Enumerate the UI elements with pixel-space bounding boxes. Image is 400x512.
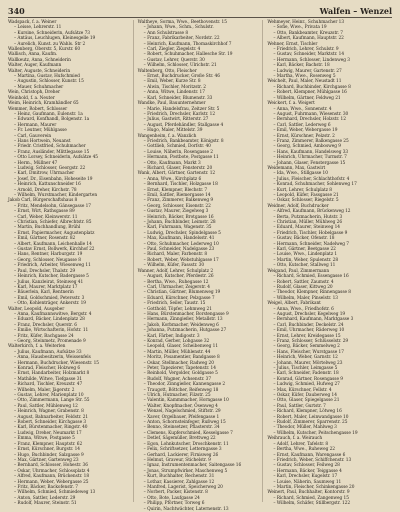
directory-entry: – Robert, Maler, Leinwandgasse 10 (273, 414, 349, 420)
directory-entry: – Ernst, Lehrer, Kreidegasse 15 (273, 333, 341, 339)
directory-entry: – Anna, Wwe., Sonnenstr. 4 (273, 106, 332, 112)
directory-entry: – Heinrich, Kattunschneider 16 (14, 182, 81, 188)
directory-entry: – Friedrich, Bankbeamter, Königstr. 8 (143, 138, 224, 144)
directory-entry: Wemmer, Robert, Schlosser (8, 106, 68, 112)
directory-entry: – Gustav, Lehrer, Marienplatz 10 (14, 393, 84, 399)
directory-entry: – Albert, Kaufmann, Hauptstr. 22 (273, 36, 344, 42)
directory-column-3 (267, 20, 392, 507)
directory-entry: – Detlef, Sägemüller, Brettweg 22 (143, 436, 216, 442)
directory-entry: – Arnold, Dreher, Kirchstr. 78 (14, 187, 77, 193)
directory-entry: Waltheye, Sorma, Wwe., Beethovenstr. 15 (137, 20, 227, 25)
directory-entry: – Jakob, Korbmacher, Weidenweg 6 (143, 322, 219, 328)
directory-entry: Weigel, Albert, Fabrikant (267, 301, 321, 307)
directory-entry: – Johann, Maurer, Mörtelweg 23 (273, 360, 343, 366)
directory-entry: – Norbert, Packer, Kistenstr. 8 (143, 490, 208, 496)
directory-entry: – Emma, Witwe, Postgasse 5 (14, 436, 75, 442)
directory-entry: – Ernst, Buchdrucker, Große Str. 46 (143, 74, 220, 80)
directory-entry: – August, Fuhrmann, Wiesenstr. 30 (273, 111, 349, 117)
directory-columns (8, 20, 392, 512)
directory-entry: – Konrad, Schuhmacher, Sohlenweg 17 (273, 182, 357, 188)
directory-entry: Walterkirch, f. a. Weiterlen (8, 344, 66, 350)
directory-entry: – Hermann, Postbote, Postgasse 11 (143, 155, 219, 161)
directory-entry: – Karl, Gärtner, Beetgasse 22 (273, 247, 336, 253)
directory-entry: – Bernhard, Tischler, Holzgasse 18 (143, 182, 218, 188)
directory-entry: – Hermann, Weber, Webergasse 25 (14, 479, 89, 485)
directory-entry: – Louise, Näherin, Saumweg 11 (273, 479, 342, 485)
directory-entry: Walter, Auguste, Schneiderin (8, 68, 71, 74)
directory-entry: – Carl, Uhrmacher, Zeigerstr. 4 (143, 284, 210, 290)
directory-entry: Wallisch, Anna, Kaufm. (8, 52, 58, 58)
directory-entry: – Anna, Witwe, Lindenstr. 17 (143, 90, 205, 96)
directory-entry: – Franz, Fabrikarbeiter, Nordstr. 22 (143, 36, 220, 42)
directory-entry: – Karl, Drechsler, Kugelstr. 17 (273, 474, 338, 480)
directory-entry: – Ulrich, Hutmacher, Filzstr. 25 (143, 393, 211, 399)
directory-entry: – Louise, Wwe., Lindenplatz 1 (273, 252, 338, 258)
directory-entry: – Karl, Fuhrmann, Wagenstr. 35 (143, 225, 212, 231)
directory-entry: – Benno, Steinsetzer, Pflasterstr. 34 (143, 425, 220, 431)
directory-entry: – Fritz, Küfer, Bachgasse 24 (14, 333, 74, 339)
directory-entry: – Otto, Kohlenträger, Ankerstr. 19 (14, 301, 86, 307)
directory-entry: – Martha, Wwe., Rosenweg 5 (273, 74, 336, 80)
directory-entry: – Friedrich, Drechsler, Karlstr. 12 (143, 111, 216, 117)
directory-entry: – Otto Lorsey, Schneiderin, Aufsätze 45 (14, 155, 98, 161)
directory-entry: – Carl, Weber, Kleinwerstr. 11 (14, 214, 78, 220)
directory-entry: – Hugo, Maler, Mittelstr. 39 (143, 128, 203, 134)
directory-entry: – Theodor, Müller, Mahlweg 3 (273, 425, 337, 431)
directory-entry: – Anna, Hausbesitzerin, Weissenfels (14, 355, 91, 361)
directory-entry: Walter, Leopold, Ausgeber (8, 306, 65, 312)
directory-entry: – Carl, Buchbinder, Deckelstr. 24 (273, 322, 344, 328)
directory-entry: – Wilhelm, Küfer, Fassstr. 30 (143, 263, 205, 269)
directory-entry: – Martina, Gustav, Hufschmied (14, 74, 80, 80)
directory-entry: Weickert, f. a. Weigert (267, 101, 315, 107)
directory-entry: – Ludwig, Maurer, Gartenstr. 27 (273, 68, 342, 74)
directory-entry: – Konrad, Fleischer, Holzweg 6 (14, 366, 81, 371)
directory-entry: – Carl, Sattler, Lederweg 6 (273, 122, 331, 128)
directory-entry: – Martin, Fleischer, Schinkengasse 20 (273, 484, 355, 490)
directory-entry: – Emil, Gärtner, Rosenstr. 82 (14, 236, 76, 242)
directory-entry: – Otto, Kutscher, Stallweg 11 (273, 263, 336, 269)
directory-entry: – Otto, Bote, Laufgasse 24 (143, 495, 200, 501)
directory-entry: – Emil, Weber, Webergasse 19 (273, 128, 338, 134)
directory-entry: – Franz, Zimmerer, Balkenweg 9 (143, 198, 214, 204)
directory-entry: – August, Bahnarbeiter, Feldstr. 21 (14, 414, 89, 420)
directory-entry: – Karl, Schneider, Fadenstr. 18 (273, 371, 339, 377)
directory-entry: – Richard, Glaser, Fensterstr. 20 (143, 165, 213, 171)
directory-entry: – Hans, Fleischer, Wurstgasse 17 (273, 349, 344, 355)
directory-entry: – Kurt, Buchhalter, Rechenstr. 31 (143, 474, 215, 480)
directory-entry: – Hermann, Buchdrucker, Wiesenstr. 15 (14, 360, 99, 366)
directory-entry: Wanner, Adolf, Lehrer, Schulplatz 2 (137, 268, 214, 274)
directory-entry: – Heinrich, Kaufmann, Thomaskirchhof 7 (143, 41, 232, 47)
directory-entry: – Karl, Färber, Indigostr. 3 (143, 333, 200, 339)
directory-entry: – Oskar, Küfer, Dauberweg 14 (273, 393, 337, 399)
directory-entry: – Helmut, Graveur, Stichelstr. 9 (143, 457, 211, 463)
directory-entry: – Alfred, Kaufmann, Brückenstr. 18 (14, 474, 90, 480)
directory-entry: – Reinhold, Vergolder, Goldgasse 5 (143, 371, 218, 377)
directory-entry: – Ludwig, Dreher, Neumarkt 17 (14, 430, 82, 436)
directory-entry: Weinert, Paul, Buchhalter, Kontorstr. 9 (267, 490, 350, 496)
directory-entry: – Georg, Schlosser, Neugasse 8 (14, 257, 81, 263)
directory-entry: – Rudolf, Glaser, Kittweg 20 (273, 284, 333, 290)
directory-entry: – Max, Kaufmann, Handelsstr. 41 (143, 236, 215, 242)
directory-entry: Weinhold, f. a. Neuter (8, 95, 55, 101)
directory-entry: – Herm., Müllner 47 (14, 160, 58, 166)
directory-entry: – Johann, Glaser, Fenstergasse 15 (273, 160, 346, 166)
directory-entry: – Wilhelm, Maler, Jägerstr. 2 (14, 387, 75, 393)
directory-entry: – Emil, Sattler, Riemergasse 14 (143, 193, 211, 198)
directory-entry: – Wilhelm, Schäfer, Stillbergstr. 122 (273, 501, 351, 507)
directory-entry: Wallkeutz, Anna, Schneiderin (8, 57, 71, 63)
directory-entry: – Emilie, Wirtschafterin, Hofstr. 11 (14, 328, 89, 334)
directory-entry: Weidner, Adolf, Buchdrucker (267, 203, 329, 209)
directory-entry: – Christian, Gärtner, Blumenweg 19 (143, 290, 221, 296)
directory-entry: – Gottlieb, Schmied, Dorfstr. 40 (143, 144, 211, 150)
directory-entry: – Hermann, Maurer (14, 122, 57, 128)
directory-entry: – August, Drechsler, Kegelweg 19 (273, 311, 346, 317)
directory-entry: – Georg, Steinmetz, Promenade 9 (14, 338, 86, 344)
directory-entry: – Egon, Lohnkutscher, Droschkenstr. 11 (143, 441, 229, 447)
directory-entry: – Bertha, Wwe., Ruheweg 22 (273, 447, 335, 453)
directory-entry: – Richard, Schmied, Zangenweg 15 (273, 495, 349, 501)
directory-entry: – Robert, Weber, Webstuhlgasse 17 (143, 257, 219, 263)
directory-entry: – Walter, Knopfmacher, Ösenweg 4 (143, 403, 218, 409)
directory-entry: – Christian, Müller, Mühlweg 26 (273, 220, 343, 226)
directory-entry: – Clemens, Kupferschmied, Kesselgasse 7 (143, 430, 233, 436)
directory-entry: Weichelt, Paul, Maler, Neustadt 11 (267, 79, 342, 85)
directory-entry: – August, Pferdehändler, Stallgasse 4 (143, 122, 224, 128)
directory-entry: – Christian, Schiefer, Albrechtstr. 85 (14, 220, 92, 226)
directory-entry: – Max, Kürschner, Fellstr. 4 (273, 387, 332, 393)
directory-entry: – Heinrich, Uhrmacher, Turmstr. 7 (273, 155, 347, 161)
directory-entry: – Otto, Bankbeamter, Kreuzstr. 7 (273, 30, 343, 36)
directory-entry: – Anna, Kaufmannswitwe, Bergstr. 4 (14, 311, 92, 317)
directory-entry: – Richard, Buchbinder, Kirchgasse 8 (273, 84, 351, 90)
directory-entry: – Rudolf, Zimmerer, Sparrenstr. 25 (273, 420, 348, 426)
directory-entry: – Martin, Weber, Spulenstr. 28 (273, 257, 339, 263)
directory-entry: – Albert, Kaufmann, Leichenhalle 14 (14, 241, 92, 247)
directory-entry: – Ernst, Klempner, Blechstr. 7 (143, 187, 208, 193)
directory-entry: – Wenzel, Nagelschmied, Stiftstr. 29 (143, 409, 221, 415)
directory-entry: – Julius, Gastwirt, Ritterstr. 27 (143, 117, 209, 123)
directory-entry: – Anna, Wwe., Friedhofstr. 6 (273, 306, 334, 312)
directory-entry: – Max, Gärtner, Gartenweg 23 (14, 457, 79, 463)
directory-entry: – Rudolf, Maurer, Steinstr. 51 (14, 501, 77, 507)
directory-column-1 (8, 20, 134, 507)
directory-entry: Wehmeyer, Heinr., Schuhmacher 13 (267, 20, 345, 25)
directory-entry: – Gotthold, Töpfer, Lehmweg 21 (143, 306, 212, 312)
directory-entry: – Wilhelm, Gärtner, Feldweg 21 (273, 95, 341, 101)
directory-entry: – Edward, Konfhandl, Bolgenstr. 1a (14, 117, 90, 123)
directory-entry: – Julius, Kanzleirat, Steinweg 41 (14, 279, 84, 285)
directory-entry: – Richard, Schmied, Essengasse 16 (273, 274, 349, 280)
directory-entry: – Friedrich, Lehrer, Schulstr. 9 (273, 47, 339, 53)
directory-entry: – Lothar, Kassierer, Zahlgasse 12 (143, 479, 215, 485)
directory-entry: Waltenberg, Otto, Fleischer (137, 68, 197, 74)
directory-entry: – Martin, Buchhandlung, Brühl (14, 225, 81, 231)
directory-entry: Wallenberg, Oberstr. 5, Kurstr. 60 (8, 47, 81, 53)
directory-entry: – Wilhelm, Wurstmacher, Kindergarten (14, 193, 98, 198)
directory-entry: – Bernhard, Kaufmann, Marktgasse 3 (273, 317, 354, 323)
directory-entry: – Heinrich, Kutscher, Badergasse 5 (14, 274, 89, 280)
directory-entry: – Manfred, Lagerist, Speicherweg 20 (143, 484, 223, 490)
directory-entry: – Georg, Schmied, Ambosweg 9 (273, 144, 341, 150)
directory-entry: – Johann, Wwe., Schm., Schulstr. (143, 25, 214, 31)
directory-entry: Weihrauch, f. a. Weirauch (267, 436, 323, 442)
directory-entry: – Ann Schulstrasse 8 (143, 30, 189, 36)
directory-entry: – Konrad, Gerber, Lohgasse 32 (143, 338, 210, 344)
directory-entry: – Xaver, Orgelbauer, Pfeifengasse 1 (143, 414, 220, 420)
directory-entry: Weim, Heinrich, Kramhändler 65 (8, 101, 79, 107)
directory-entry: – Georg, Schlosser, Eisenstr. 22 (143, 203, 211, 209)
directory-entry: – Karl, Bäcker, Bachstr. 18 (273, 63, 330, 69)
directory-entry: – Hermann, Schneider, Nadelweg 7 (273, 241, 349, 247)
directory-entry: – Anton, Sattler, Lederstr. 29 (14, 495, 76, 501)
directory-entry: – Berta, Putzmacherin, Hutstr. 3 (273, 214, 343, 220)
directory-entry: Wehner, Ernst, Tischler (267, 41, 318, 47)
directory-entry: – Felix, Schriftsetzer, Letterngasse 3 (143, 447, 222, 453)
directory-entry: – Fritz, Mendelsohn, Gänsegasse 17 (14, 203, 91, 209)
directory-entry: Wangenheim, f. a. Wanzlich (137, 133, 197, 139)
page-header (8, 4, 392, 16)
directory-entry: – Heinrich, Wagner, Grabenstr. 8 (14, 409, 84, 415)
directory-entry: – Gerhard, Lackierer, Firnisweg 26 (143, 452, 219, 458)
directory-entry: – Franz, Schlosser, Schlüsselstr. 29 (273, 338, 349, 344)
directory-entry: – Franz, Zimmerer, Balkengasse 25 (273, 138, 349, 144)
directory-entry: – Otto, Schuhmacher, Lederweg 10 (143, 241, 219, 247)
directory-entry: – Alwin, Tischler, Moritzstr. 2 (143, 84, 206, 90)
directory-entry: – Otto, Zimmermann, Lange Str. 55 (14, 398, 90, 404)
directory-entry: Wadspack, f. a. Weiner (8, 20, 57, 25)
directory-entry: – Franz, Ausländer, Mlittlegasse 15 (14, 149, 90, 155)
directory-entry: – Gustav, Bäcker, Ofenstr. 18 (273, 236, 335, 242)
directory-entry: – Theodor, Klempner, Rinnengasse 8 (273, 290, 351, 296)
directory-entry: – August, Kutscher, Pferdestr. 26 (143, 274, 214, 280)
directory-entry: – Hans, Kaufmann, Handelsweg 33 (273, 149, 349, 155)
directory-entry: – Julius, Fleischer, Schlachthofstr. 4 (273, 176, 350, 182)
directory-entry: – Ernst, Handarbeiter, Holzmarkt 8 (14, 371, 90, 377)
directory-entry: – Emil, Goldschmied, Petersstr. 3 (14, 295, 85, 301)
directory-entry: Jakob Carl, Bürgerschaftshaus 8 (8, 198, 78, 204)
directory-entry: – Mathilde, Witwe, Tiefgasse 31 (14, 376, 83, 382)
directory-entry: – Eduard, Maurer, Steinweg 14 (273, 225, 340, 231)
directory-entry: – Hugo, Buchbinder, Salzgasse 9 (14, 452, 84, 458)
directory-entry: – Augustin, Schlosser, Kunstr. 15 (14, 79, 84, 85)
directory-entry: – Konrad, Gärtner, Rosengasse 9 (273, 376, 343, 382)
directory-entry: – Wilhelm, Kutscher, Peitschengasse 19 (273, 430, 358, 436)
directory-entry: – Hans, Bürstenmacher, Borstengasse 9 (143, 311, 229, 317)
directory-entry: – Johann, Buchbinder, Leimstr. 28 (143, 220, 216, 226)
directory-entry: – Hermann, Zinngießer, Metallstr. 13 (143, 317, 223, 323)
directory-entry: – Friedrich, Arbeiter, Wiesenweg 11 (14, 263, 91, 269)
directory-entry: – Paul, Sattler, Mühlenweg 12 (14, 403, 78, 409)
directory-entry: – Julius, Tischler, Leimgasse 5 (273, 366, 338, 371)
directory-entry: – Robert, Sattler, Zaumstr. 4 (273, 279, 334, 285)
directory-entry: – Friedrich, Seiler, Taustr. 15 (143, 301, 206, 307)
directory-entry: – Oskar, Stellmacher, Radweg 20 (143, 360, 214, 366)
directory-entry: – Ludwig, Schlosser, Georgstr. 22 (14, 165, 86, 171)
directory-entry: – Josef, Dr., Eisenbahn, Hoheseite 19 (14, 176, 93, 182)
directory-entry: – Traugott, Böttcher, Reifenweg 18 (143, 387, 219, 393)
page-number: 340 (8, 6, 25, 16)
directory-entry: – Heinrich, Bäcker, Brotgasse 16 (143, 214, 214, 220)
directory-entry: – Leopold, Glaser, Scheibenweg 11 (143, 344, 219, 350)
directory-entry: – Hans Hortwein, Neuanst (14, 138, 71, 144)
directory-entry: – Quirin, Nachtwächter, Laternenstr. 13 (143, 506, 229, 512)
directory-entry: – Franz, Klempner, Hauptstr. 62 (14, 441, 83, 447)
directory-entry: – Bäuerlein, Karl, Rentnerin (14, 290, 74, 296)
directory-entry: – Otto, Kaufmann, Markt 3 (143, 160, 201, 166)
directory-entry: – Moritz, Posamentier, Bandgasse 8 (143, 355, 220, 361)
directory-entry: – Richard, Tischler, Kreuzstr. 47 (14, 382, 83, 388)
directory-entry: – Oskar, Schlosser, Riegelstr. 5 (273, 198, 339, 204)
directory-entry: – Johanna, Putzmacherin, Hutgasse 27 (143, 328, 227, 334)
directory-entry: – Paul, Schneider, Nadelgasse 23 (143, 247, 215, 253)
directory-entry: Weigand, Paul, Zimmermann (267, 268, 330, 274)
directory-entry: – Heinz, Gaufmann, Eulenstr. 1a (14, 111, 83, 117)
directory-entry: – Aurelich, Kunst. zu Wahls. Str 2 (14, 41, 86, 47)
directory-entry: – Anton, Schornsteinfeger, Rußweg 15 (143, 420, 226, 426)
directory-entry: – Emil, Weber, Kurze Str. 8 (143, 79, 201, 85)
directory-entry: – Philipp, Pförtner, Torweg 6 (143, 501, 205, 507)
directory-entry: – Bertha, Wwe., Ruhegasse 12 (143, 279, 209, 285)
directory-entry: – Georg, Bäcker, Semmelweg 2 (273, 344, 340, 350)
directory-entry: – Gustav Ernst, Bollwerk, Kirchhof 22 (14, 247, 95, 253)
directory-entry: – Kursine, Schneiderin, Aufsätze 73 (14, 30, 90, 36)
directory-entry: – Wilhelm, Schmied, Schmiedeweg 13 (14, 490, 96, 496)
directory-entry: – Eduard, Bäcker, Lindenplatz 28 (14, 317, 85, 323)
directory-entry: – Friedrich, Tischler, Hobelgasse 9 (273, 230, 348, 236)
directory-entry: – Fritz, Bäcker, Backofenstr. 7 (14, 484, 78, 490)
directory-entry: Wandke, Paul, Bauunternehmer (137, 101, 206, 107)
directory-entry: Walter, Auger, Kaufmann (8, 63, 62, 69)
directory-entry: – Ida, Wwe., Stillgasse 10 (273, 171, 328, 177)
directory-entry: – Otto, Glaser, Spiegelgasse 21 (273, 398, 340, 404)
directory-entry: – Peter, Tapezierer, Tapetenstr. 14 (143, 366, 216, 371)
directory-entry: – Karl, Schneider, Blumenstr. 33 (143, 95, 213, 101)
directory-entry: – Bernhard, Schlosser, Hohestr. 36 (14, 463, 88, 469)
header-rule (8, 17, 392, 18)
directory-entry: – Wilhelm, Maler, Pinselstr. 13 (273, 295, 338, 301)
directory-entry: – Carl, Ziegler, Ziegelstr. 4 (143, 47, 201, 53)
directory-entry: – Jonas, Strumpfwirker, Maschenweg 5 (143, 468, 228, 474)
directory-entry: – Leopold, Küfer, Fassgasse 21 (273, 193, 339, 198)
directory-entry: – Ludwig, Schmied, Hufweg 27 (273, 382, 340, 388)
directory-entry: – Friedr. Cristfried, Schuhmacher (14, 144, 86, 150)
directory-entry: – Antäus, Leuchlugen, Kleinesgelle 19 (14, 36, 96, 42)
directory-entry: – Emil, Uhrmacher, Räderweg 10 (273, 328, 345, 334)
directory-entry: – Anna, Wwe., Kirchplatz 6 (143, 176, 202, 182)
directory-entry: – Ignaz, Instrumentenmacher, Saitengasse 16 (143, 463, 242, 469)
directory-entry: – Kurt, Lehrer, Schulplatz 8 (273, 187, 332, 193)
directory-entry: – Alfred, Kaufmann, Brückenweg 12 (273, 209, 351, 215)
directory-entry: – Ludwig, Drechsler, Spindelgasse 5 (143, 230, 221, 236)
directory-entry: – Karl, Bürstenmacher, Ringstr. 40 (14, 425, 88, 431)
directory-entry: – Valentin, Kammmacher, Horngasse 10 (143, 398, 229, 404)
directory-entry: Weidemann, Max, Gastwirt (267, 165, 326, 171)
directory-entry: – Robert, Schneider, Kirchgasse 3 (14, 420, 87, 426)
directory-entry: – Ernst, Wirt, Rathsgasse 89 (14, 209, 75, 215)
directory-entry: – Hermann, Bäcker, Teiggasse 4 (273, 468, 342, 474)
directory-entry: Wein, Christoph, Dreher (8, 90, 60, 96)
directory-entry: – Fr. Leutner, Mühlgasse (14, 128, 67, 134)
directory-entry: – Gustav, Schneider, Marktstr. 14 (273, 52, 345, 58)
directory-entry: Wank, Albert, Gärtner, Gartenstr. 12 (137, 171, 216, 177)
directory-entry: – Wilhelm, Schlosser, Ulrichstr. 21 (143, 63, 217, 69)
directory-entry: – Gustav, Schlosser, Feilweg 28 (273, 463, 340, 469)
running-title: Walfen – Wenzel (319, 6, 392, 16)
directory-entry: – Heinrich, Weber, Garnstr. 12 (273, 355, 338, 361)
directory-entry: – Rudolf, Wagner, Achsenstr. 37 (143, 376, 212, 382)
directory-entry: – Hermann, Schlosser, Lindenweg 3 (273, 57, 350, 63)
directory-entry: – Richard, Klempner, Lötweg 16 (273, 409, 342, 415)
directory-entry: – Paul, Sattler, Gurtstr. 7 (273, 403, 326, 409)
directory-entry: – Ernst, Papiermacher, Augustenplatz (14, 230, 95, 236)
directory-entry: – Mauer, Schuhmacher (14, 84, 64, 90)
directory-entry: – Adolf, Lehrer, Tafelstr. 8 (273, 441, 329, 447)
directory-entry: – Gustav, Maurer, Ziegelweg 3 (143, 209, 209, 215)
directory-entry: – Sofie, Wwe., Privata 19 (273, 25, 327, 31)
directory-entry: – Robert, Schuhmacher, Hallesche Str. 19 (143, 52, 233, 58)
directory-entry: – Louise, Näherin, Rosengasse 2 (143, 149, 213, 155)
directory-entry: – Theodor, Zinngießer, Kannengasse 2 (143, 382, 226, 388)
directory-column-2 (137, 20, 264, 512)
directory-entry: – Ernst, Kürschner, Pelzstr. 2 (273, 133, 335, 139)
directory-entry: – Franz, Drechsler, Querstr. 6 (14, 322, 77, 328)
directory-entry: – Leisse, Lehrerstr. 11 (14, 25, 62, 31)
directory-entry: – Robert, Klempner, Mühlgasse 16 (273, 90, 347, 96)
directory-entry: – Ernst, Kaufmann, Warengasse 6 (273, 452, 346, 458)
directory-entry: – Friedrich, Weber, Schiffchenstr. 13 (273, 457, 352, 463)
directory-entry: – Hans, Rentner, Harburgstr. 19 (14, 252, 83, 258)
directory-entry: – Karl, Maurer, Marktplatz 17 (14, 284, 78, 290)
directory-entry: – Marie, Handelsfrau, Zeitzer Str. 5 (143, 106, 220, 112)
directory-entry: – Richard, Maler, Farbenstr. 8 (143, 252, 208, 258)
directory-entry: – Martin, Müller, Mühlenstr. 44 (143, 349, 211, 355)
directory-entry: – Eduard, Kürschner, Pelzgasse 7 (143, 295, 215, 301)
directory-entry: – Gustav, Lehrer, Querstr. 30 (143, 57, 205, 63)
directory-entry: – Ernst, Kürschner, Burgstr. 14 (14, 447, 80, 453)
directory-entry: – Carl, Gauverein (14, 133, 52, 139)
directory-entry: – Julius, Kaufmann, Aufsätze 33 (14, 349, 82, 355)
directory-entry: – Oskar, Uhrmacher, Schlossplatz 4 (14, 468, 90, 474)
directory-entry: – Karl, Dmitrow, Uhrmacher (14, 171, 75, 177)
directory-entry: – Bernhard, Drechsler, Holzstr. 12 (273, 117, 346, 123)
directory-entry: – Paul, Drechsler, Thalstr. 29 (14, 268, 76, 274)
